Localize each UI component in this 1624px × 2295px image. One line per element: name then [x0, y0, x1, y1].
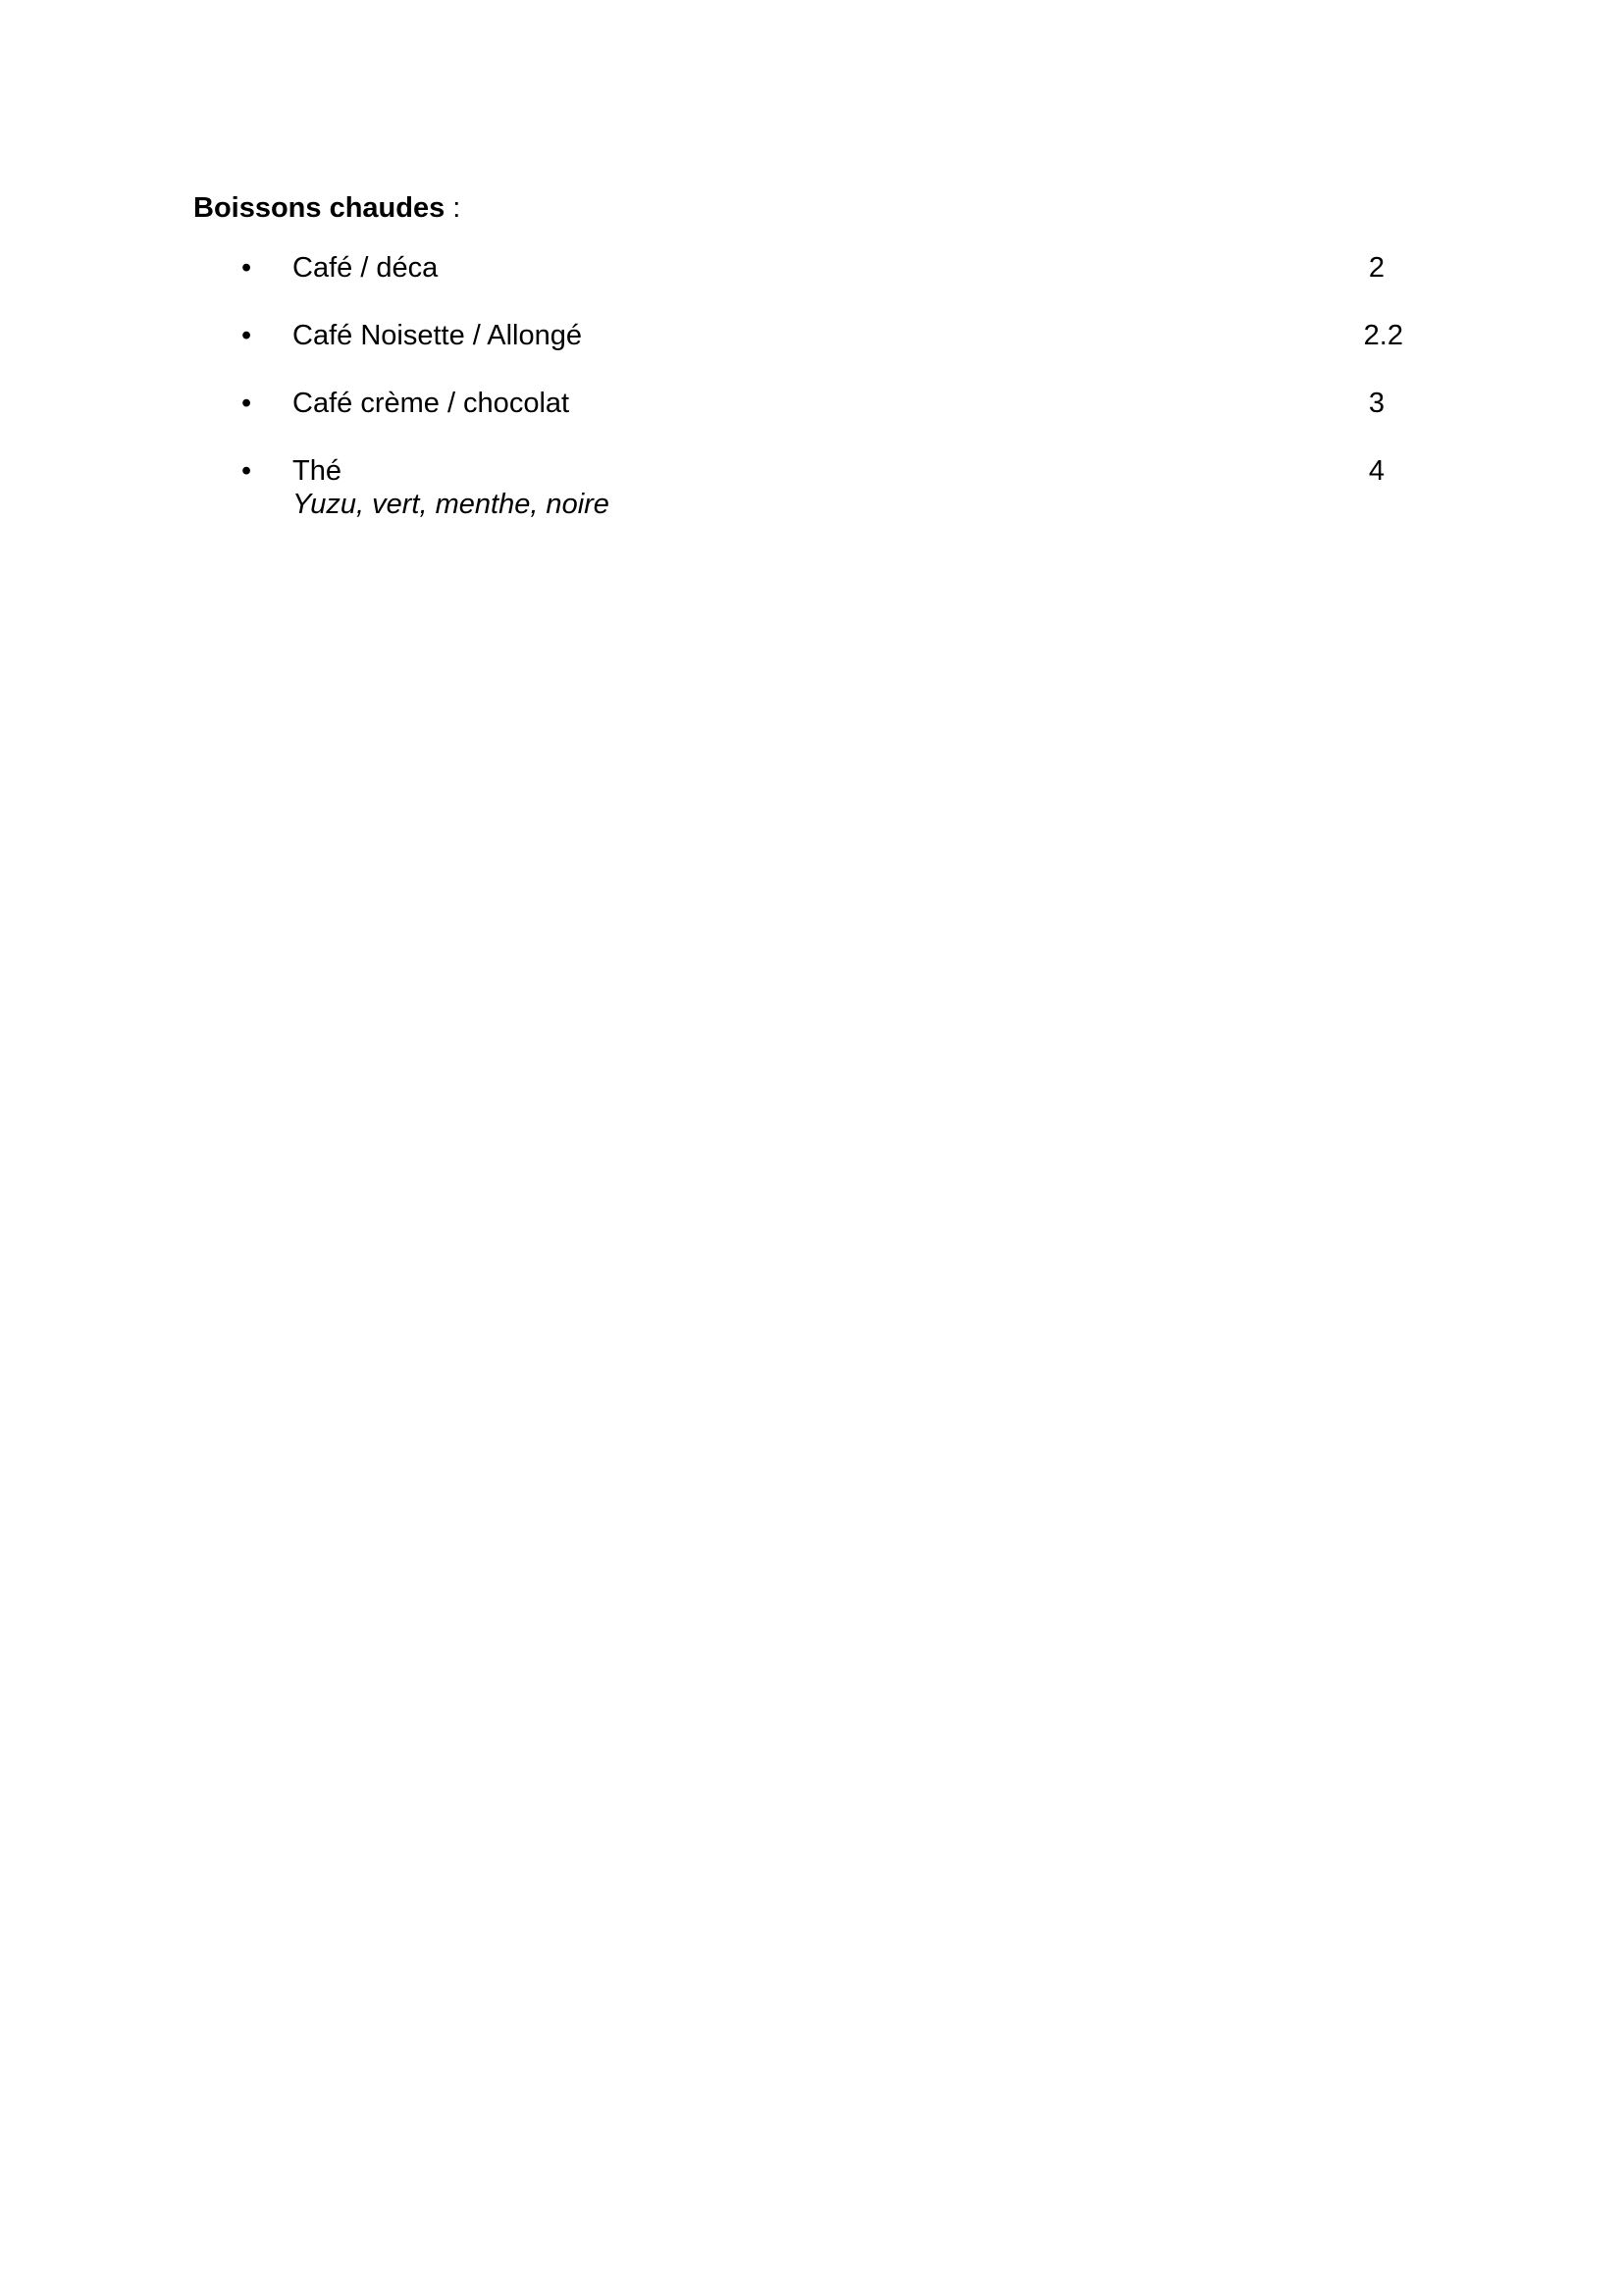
list-item: [0, 386, 1624, 444]
list-item: [0, 318, 1624, 377]
list-item: [0, 250, 1624, 309]
item-detail: Yuzu, vert, menthe, noire: [292, 489, 609, 520]
bullet-icon: •: [241, 252, 252, 284]
section-title-suffix: :: [445, 192, 461, 224]
item-name: Café Noisette / Allongé: [292, 320, 583, 351]
bullet-icon: •: [241, 455, 252, 487]
item-name: Café crème / chocolat: [292, 388, 570, 419]
item-name: Café / déca: [292, 252, 439, 284]
item-name: Thé: [292, 455, 341, 487]
section-heading: [193, 190, 460, 226]
bullet-icon: •: [241, 320, 252, 351]
bullet-icon: •: [241, 388, 252, 419]
item-price: 2.2: [1363, 320, 1403, 351]
list-item: [0, 453, 1624, 532]
item-price: 2: [1368, 252, 1385, 284]
section-title: Boissons chaudes: [193, 192, 445, 224]
item-price: 4: [1368, 455, 1385, 487]
item-price: 3: [1368, 388, 1385, 419]
